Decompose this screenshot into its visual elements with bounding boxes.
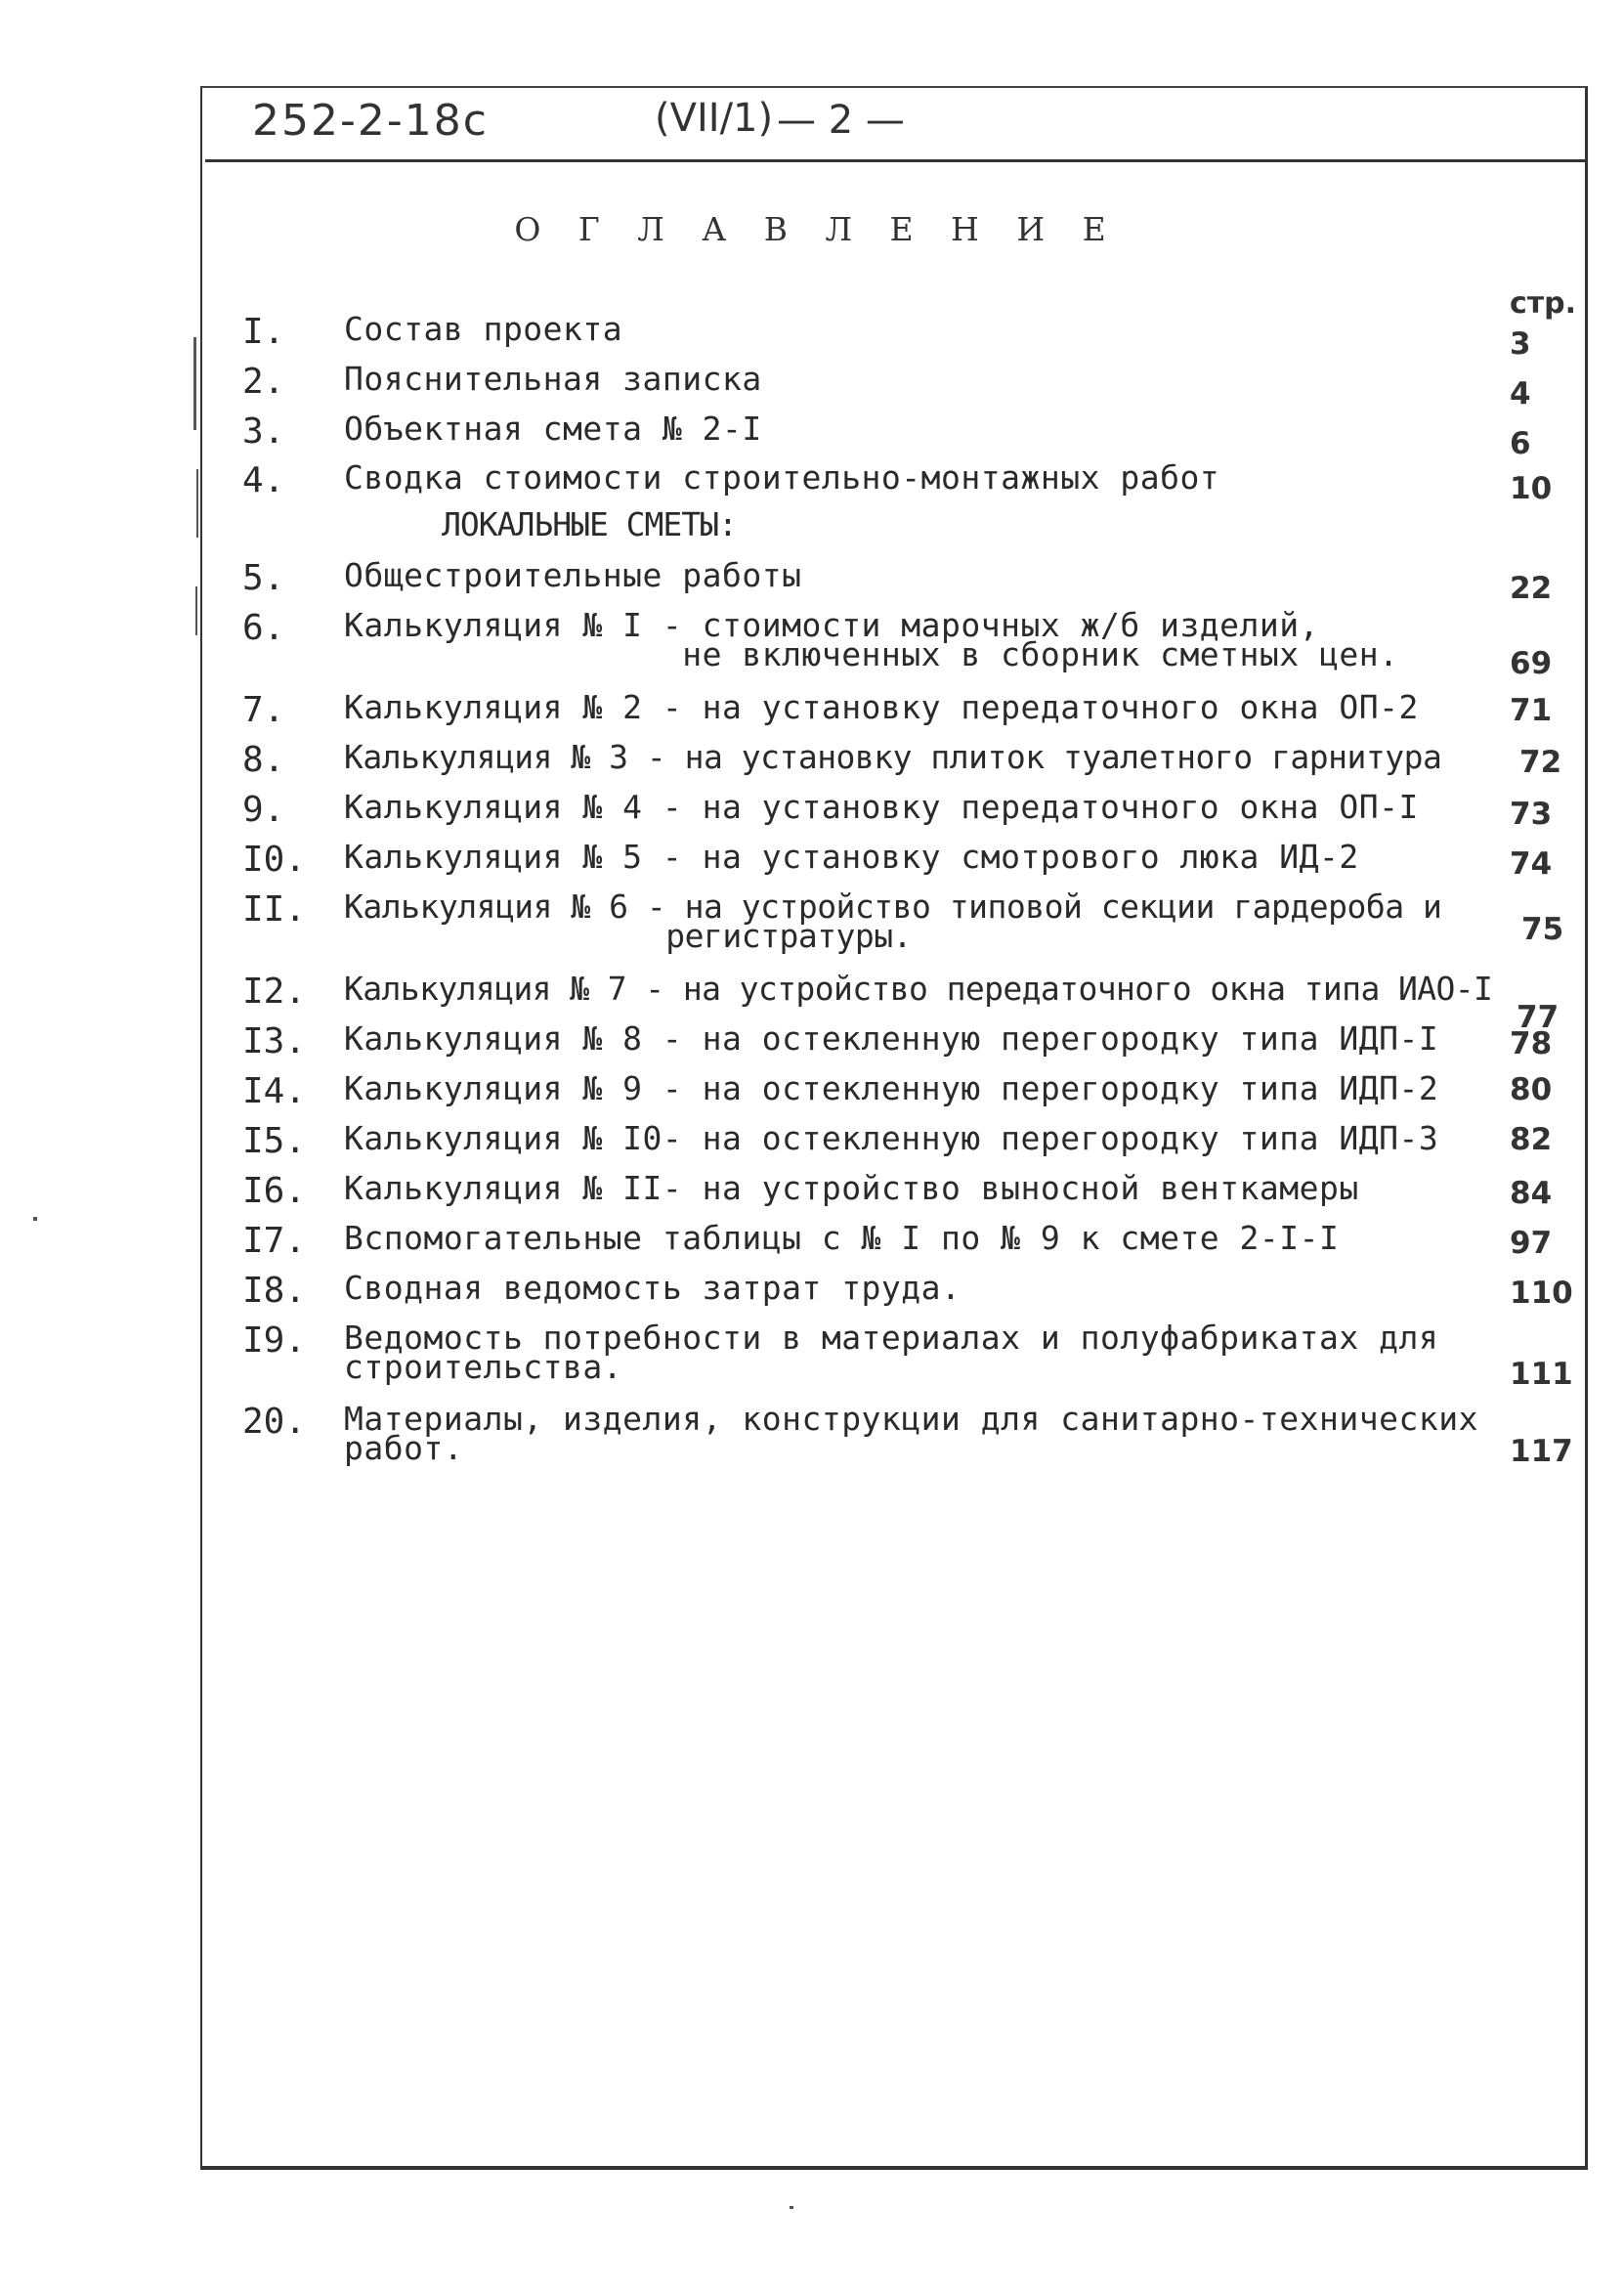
toc-entry-page: 82 (1510, 1122, 1553, 1157)
header-rule (205, 159, 1588, 162)
toc-entry-number: 3. (242, 411, 285, 452)
toc-entry-number: 2. (242, 362, 285, 402)
toc-entry-text: Материалы, изделия, конструкции для санитарно-технических работ. (344, 1400, 1478, 1467)
toc-entry-text: Калькуляция № 4 - на установку передаточного окна ОП-I (344, 788, 1419, 826)
toc-entry-number: 8. (242, 740, 285, 780)
local-estimates-heading: ЛОКАЛЬНЫЕ СМЕТЫ: (442, 505, 737, 543)
scan-mark (33, 1217, 37, 1221)
toc-entry-text: Калькуляция № II- на устройство выносной венткамеры (344, 1169, 1359, 1207)
scan-mark (193, 337, 196, 430)
toc-entry-number: 20. (242, 1402, 307, 1442)
toc-entry-text: Вспомогательные таблицы с № I по № 9 к смете 2-I-I (344, 1219, 1340, 1257)
toc-entry-page: 117 (1510, 1434, 1573, 1469)
toc-entry-number: 4. (242, 460, 285, 500)
toc-entry-number: I8. (242, 1271, 307, 1311)
document-mark: (VII/1) (655, 96, 774, 141)
toc-entry-text: Общестроительные работы (344, 556, 802, 594)
toc-entry-number: 5. (242, 558, 285, 598)
toc-entry-page: 110 (1510, 1276, 1573, 1311)
toc-entry-text: Состав проекта (344, 310, 623, 348)
toc-entry-page: 22 (1510, 571, 1553, 606)
toc-entry-number: I. (242, 312, 285, 352)
toc-entry-text: Сводная ведомость затрат труда. (344, 1269, 962, 1307)
toc-entry-number: I5. (242, 1121, 307, 1161)
toc-entry-text: Калькуляция № I - стоимости марочных ж/б изделий, не включенных в сборник сметных цен. (344, 606, 1399, 673)
toc-entry-text: Калькуляция № 8 - на остекленную перегородку типа ИДП-I (344, 1019, 1439, 1058)
toc-entry-text: Объектная смета № 2-I (344, 410, 762, 448)
toc-entry-number: I4. (242, 1071, 307, 1111)
toc-entry-number: I7. (242, 1221, 307, 1261)
toc-entry-page: 97 (1510, 1226, 1553, 1261)
toc-entry-number: I3. (242, 1021, 307, 1061)
toc-entry-text: Сводка стоимости строительно-монтажных работ (344, 458, 1220, 497)
page-number: — 2 — (777, 98, 905, 143)
toc-entry-page: 77 (1517, 1000, 1560, 1035)
toc-entry-number: I9. (242, 1320, 307, 1361)
toc-entry-page: 78 (1510, 1026, 1553, 1061)
toc-entry-number: I0. (242, 840, 307, 880)
toc-title: О Г Л А В Л Е Н И Е (514, 210, 1120, 248)
scan-mark (195, 586, 197, 635)
toc-entry-page: 84 (1510, 1176, 1553, 1211)
toc-entry-page: 3 (1510, 326, 1531, 362)
toc-entry-page: 80 (1510, 1072, 1553, 1107)
page-column-header: стр. (1510, 286, 1577, 321)
toc-entry-text: Калькуляция № 2 - на установку передаточного окна ОП-2 (344, 688, 1419, 726)
toc-entry-text: Калькуляция № 6 - на устройство типовой секции гардероба и регистратуры. (344, 887, 1442, 955)
toc-entry-text: Калькуляция № 3 - на установку плиток туалетного гарнитура (344, 738, 1442, 776)
toc-entry-page: 74 (1510, 846, 1553, 882)
toc-entry-number: 9. (242, 790, 285, 830)
toc-entry-number: II. (242, 889, 307, 930)
toc-entry-text: Ведомость потребности в материалах и полуфабрикатах для строительства. (344, 1319, 1439, 1386)
toc-entry-page: 6 (1510, 426, 1531, 461)
scan-mark (196, 469, 198, 538)
toc-entry-page: 111 (1510, 1357, 1573, 1392)
toc-entry-page: 10 (1510, 471, 1553, 506)
toc-entry-text: Калькуляция № 5 - на установку смотрового люка ИД-2 (344, 838, 1359, 876)
toc-entry-text: Пояснительная записка (344, 360, 762, 398)
scan-mark (790, 2206, 793, 2209)
toc-entry-number: I6. (242, 1171, 307, 1211)
toc-entry-page: 72 (1519, 745, 1562, 780)
toc-entry-text: Калькуляция № I0- на остекленную перегородку типа ИДП-3 (344, 1119, 1439, 1157)
toc-entry-number: 6. (242, 608, 285, 648)
toc-entry-page: 69 (1510, 646, 1553, 681)
toc-entry-number: 7. (242, 690, 285, 730)
toc-entry-page: 73 (1510, 797, 1553, 832)
toc-entry-number: I2. (242, 972, 307, 1012)
toc-entry-text: Калькуляция № 7 - на устройство передаточного окна типа ИАО-I (344, 970, 1493, 1008)
toc-entry-text: Калькуляция № 9 - на остекленную перегородку типа ИДП-2 (344, 1069, 1439, 1107)
toc-entry-page: 71 (1510, 693, 1553, 728)
document-code: 252-2-18с (252, 96, 489, 146)
toc-entry-page: 4 (1510, 376, 1531, 411)
toc-entry-page: 75 (1521, 912, 1564, 947)
